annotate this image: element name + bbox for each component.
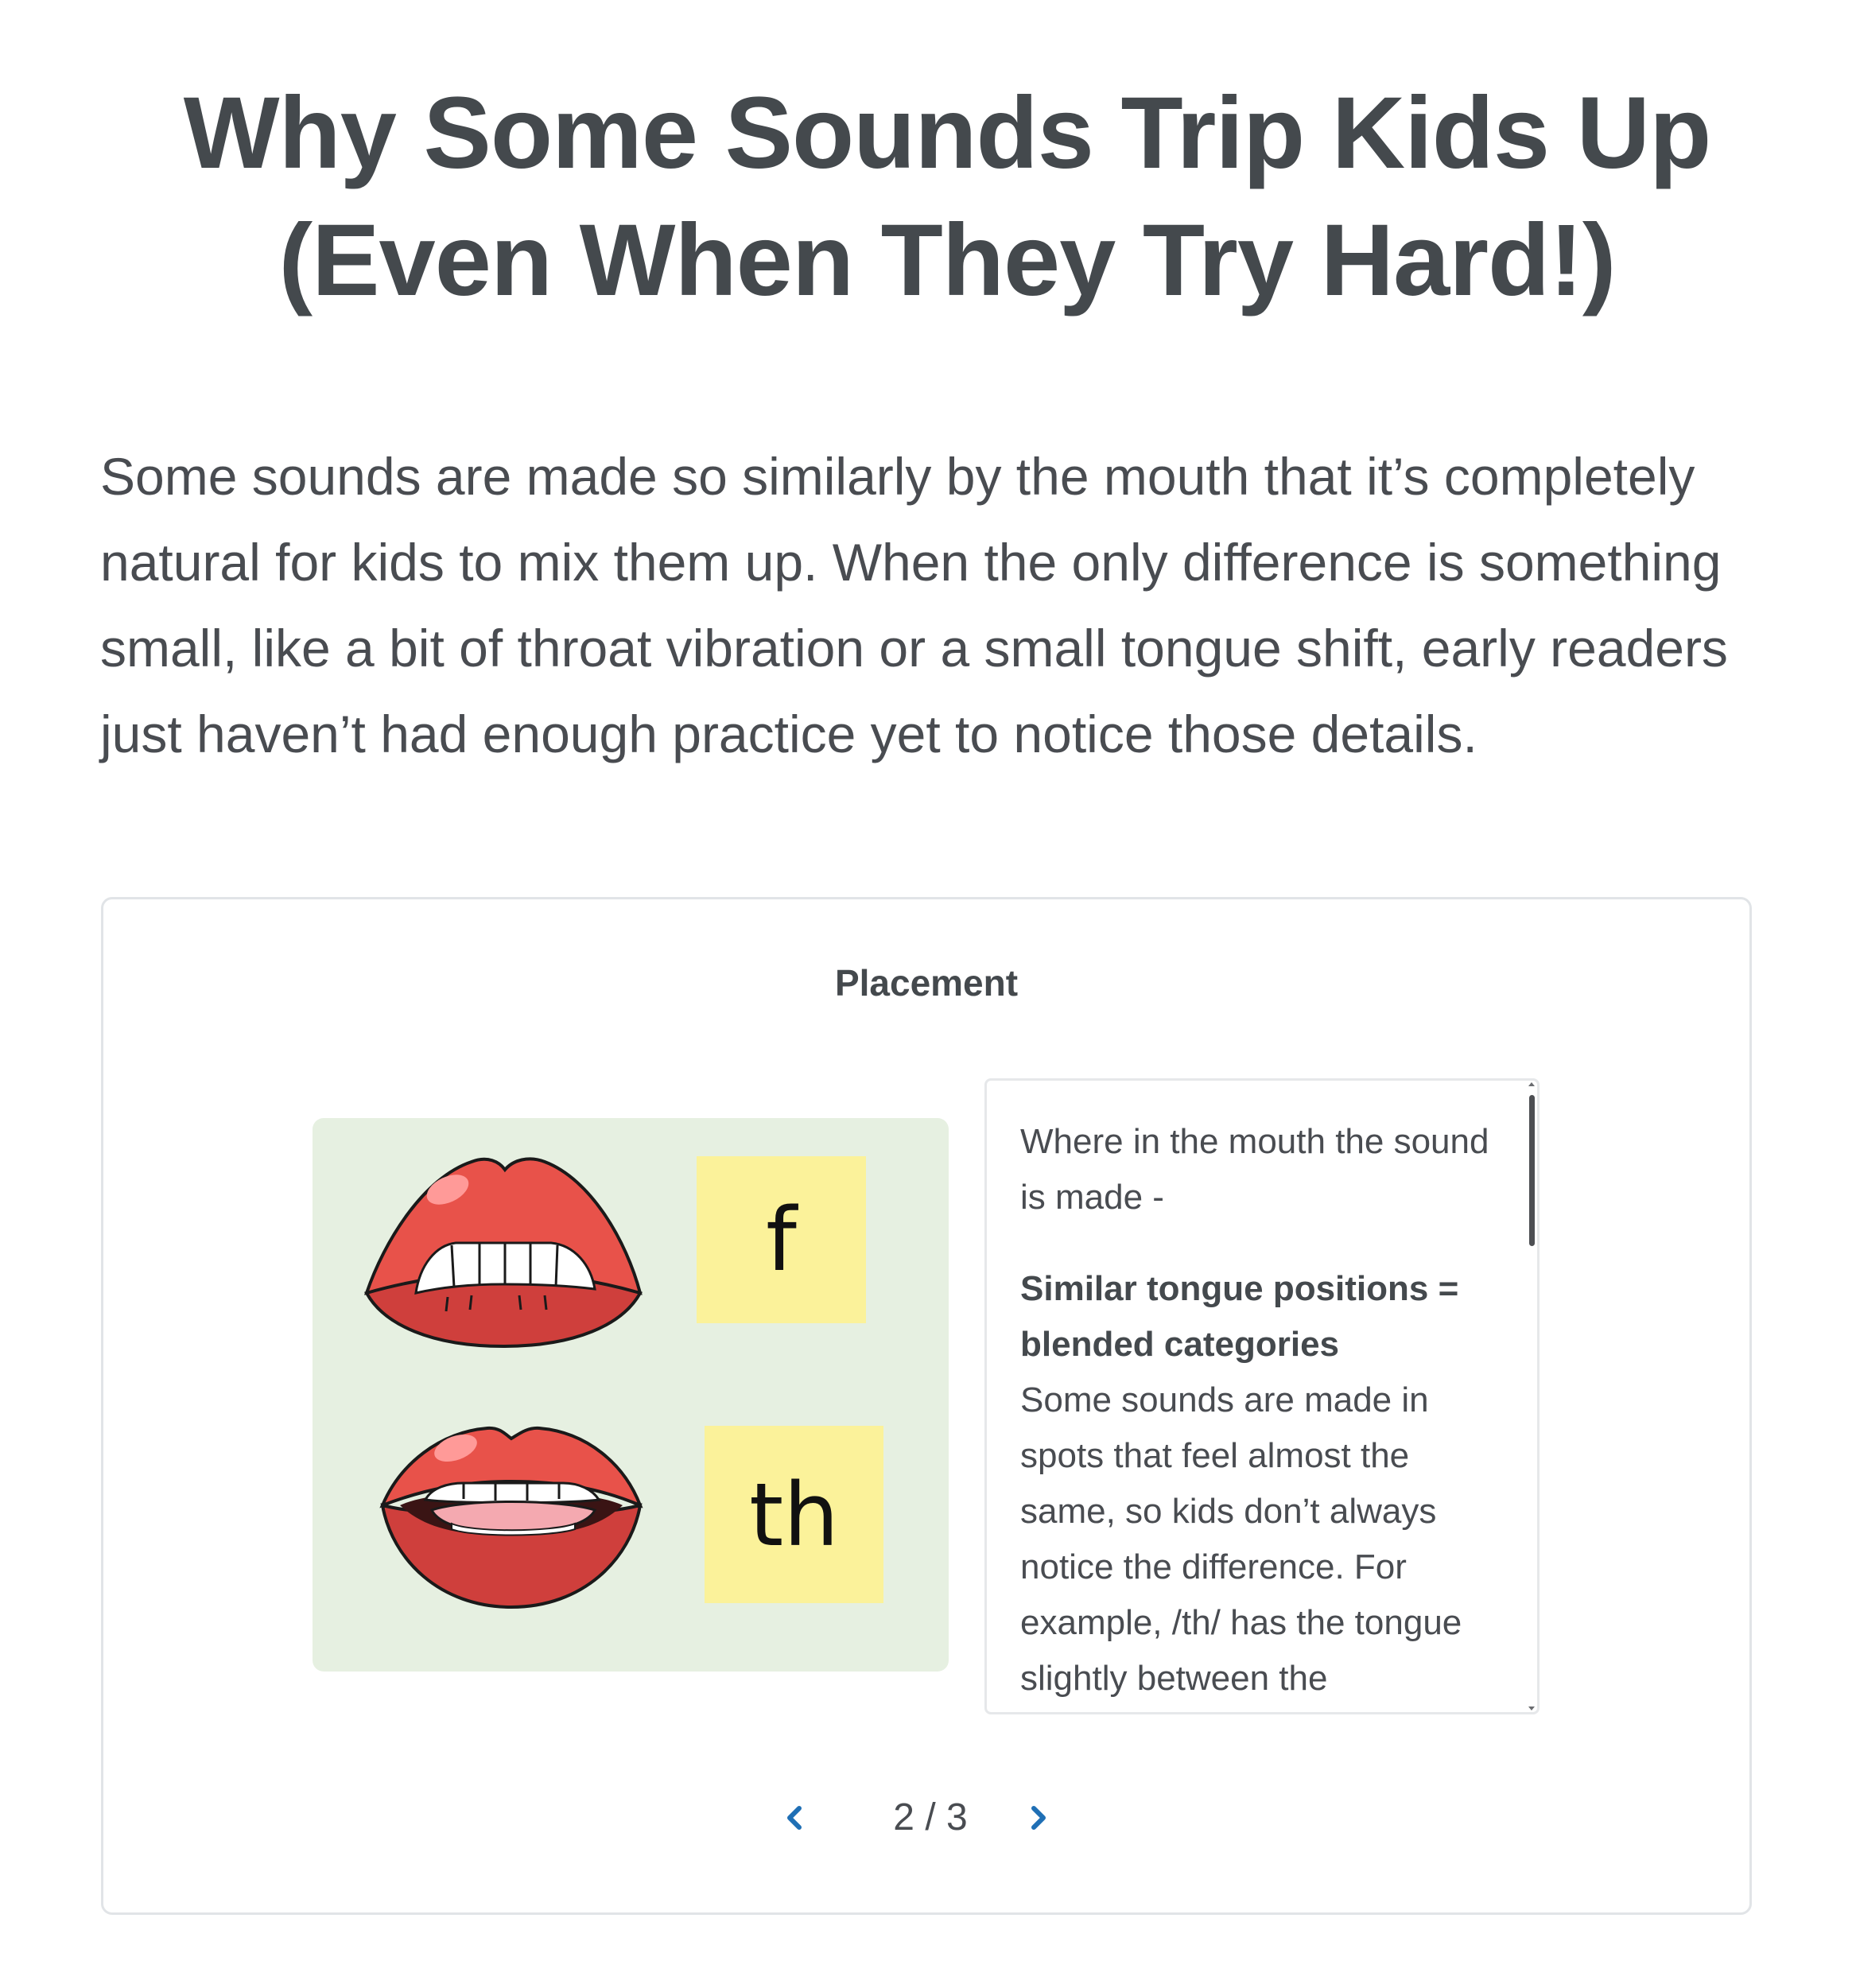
chevron-right-icon	[1026, 1802, 1050, 1834]
description-body: Some sounds are made in spots that feel almost the same, so kids don’t always notice the difference. For example, /th/ has the tongue slightly between the	[1020, 1380, 1462, 1698]
scroll-down-arrow-icon[interactable]	[1528, 1706, 1535, 1710]
placement-definition: Where in the mouth the sound is made -	[1020, 1122, 1489, 1217]
letter-th: th	[749, 1463, 839, 1566]
lips-tongue-between-teeth-icon	[376, 1416, 646, 1611]
description-heading: Similar tongue positions = blended categories	[1020, 1269, 1459, 1364]
scrollbar-thumb[interactable]	[1529, 1095, 1535, 1246]
lips-teeth-on-lower-lip-icon	[360, 1154, 646, 1349]
description-scrollbar[interactable]	[1526, 1081, 1537, 1712]
mouth-placement-figure	[313, 1118, 949, 1672]
next-slide-button[interactable]	[1014, 1794, 1062, 1842]
page-title-line-1: Why Some Sounds Trip Kids Up	[183, 76, 1711, 190]
page-title	[100, 70, 1794, 324]
carousel-pager	[103, 1786, 1749, 1850]
previous-slide-button[interactable]	[771, 1794, 819, 1842]
letter-card-f	[697, 1156, 866, 1323]
intro-paragraph: Some sounds are made so similarly by the mouth that it’s completely natural for kids to mix them up. When the only difference is something small, like a bit of throat vibration or a small tongue shift, early readers just haven’t had enough practice yet to notice those details.	[100, 447, 1728, 763]
chevron-left-icon	[783, 1802, 807, 1834]
carousel-title: Placement	[834, 962, 1019, 1004]
page-title-line-2: (Even When They Try Hard!)	[278, 204, 1616, 317]
description-content	[1020, 1114, 1497, 1706]
slide-counter: 2 / 3	[893, 1796, 968, 1839]
carousel-card	[101, 897, 1752, 1915]
letter-card-th	[705, 1426, 883, 1603]
description-panel[interactable]	[984, 1078, 1540, 1714]
scroll-up-arrow-icon[interactable]	[1528, 1082, 1535, 1086]
letter-f: f	[766, 1189, 797, 1291]
